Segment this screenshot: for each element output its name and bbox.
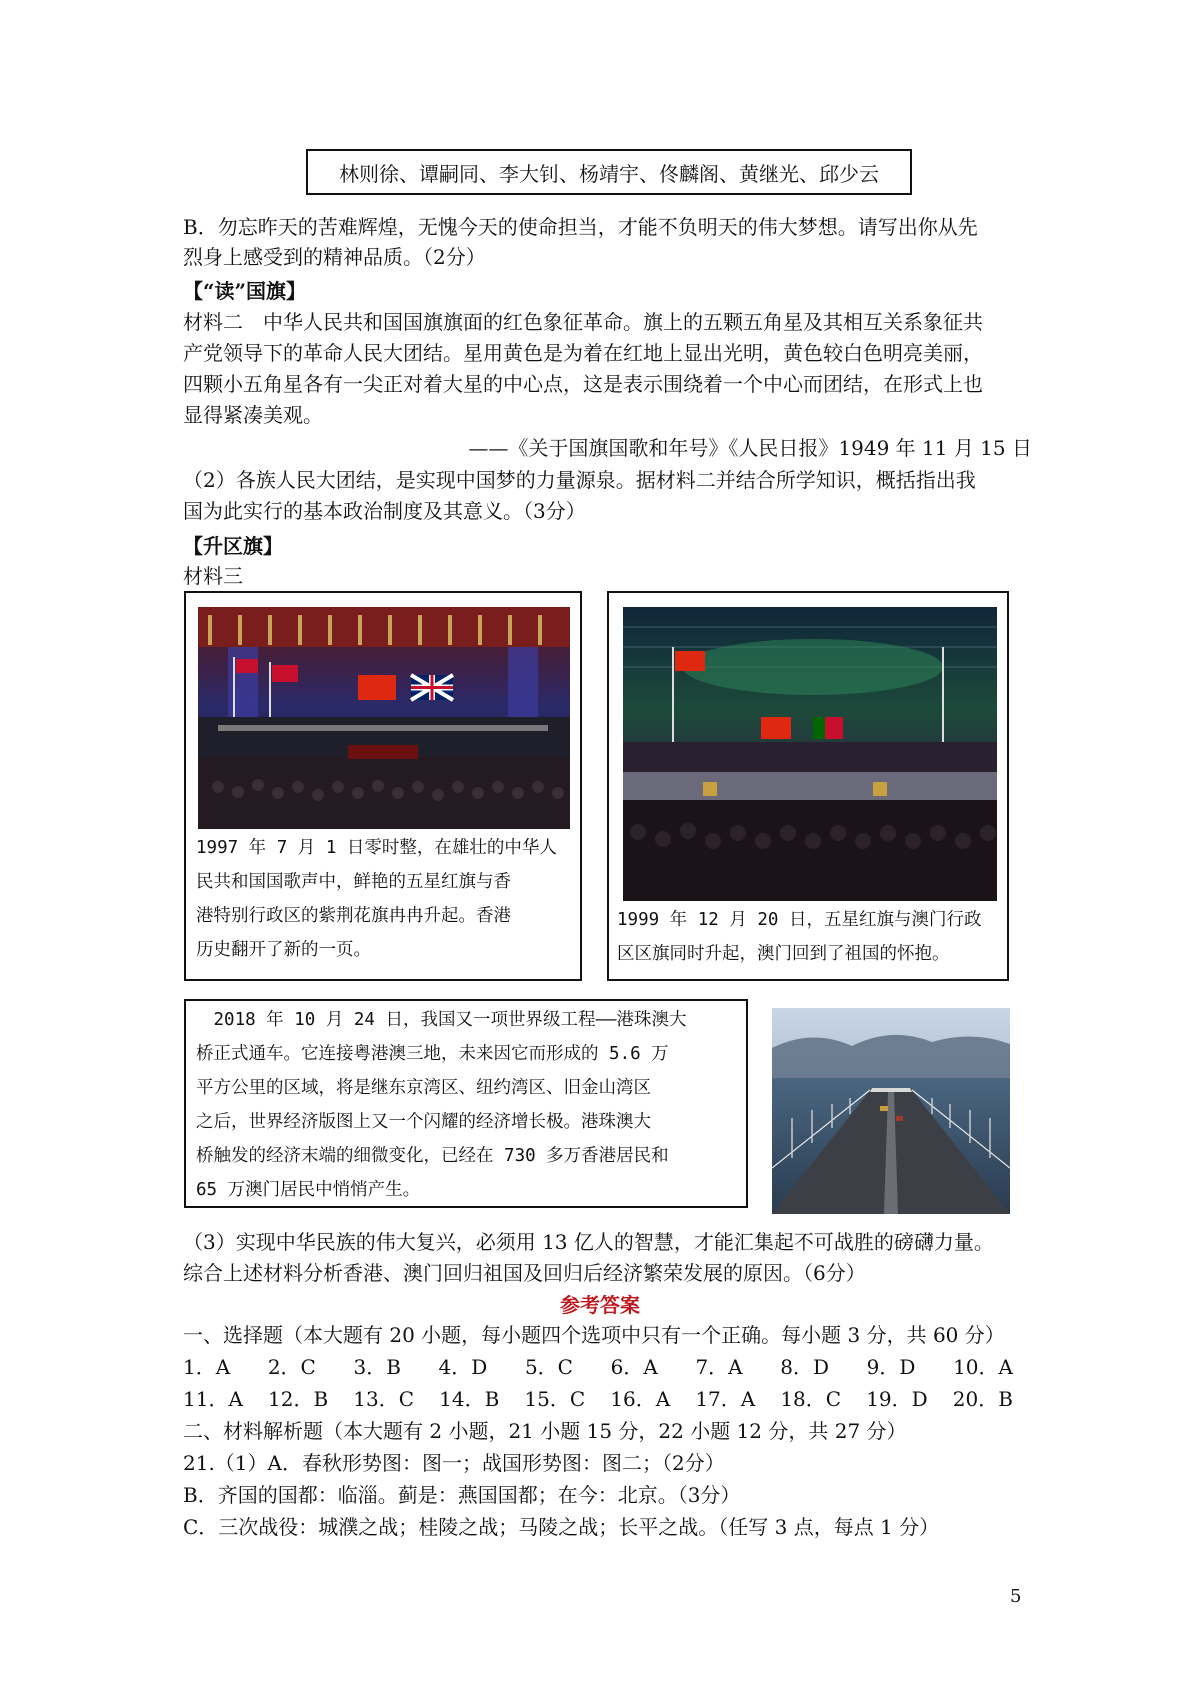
answer-item: 7．A [695,1355,743,1379]
hk-caption-line2: 民共和国国歌声中，鲜艳的五星红旗与香 [196,872,511,892]
q1b-line2: 烈身上感受到的精神品质。（2分） [183,245,486,269]
q1b-line1: B．勿忘昨天的苦难辉煌，无愧今天的使命担当，才能不负明天的伟大梦想。请写出你从先 [183,215,978,239]
hk-caption-line4: 历史翻开了新的一页。 [196,940,371,960]
answer-item: 12．B [268,1387,329,1411]
bridge-text-line1: 2018 年 10 月 24 日，我国又一项世界级工程——港珠澳大 [196,1010,687,1030]
answer-item: 8．D [780,1355,830,1379]
material2-line1: 材料二 中华人民共和国国旗旗面的红色象征革命。旗上的五颗五角星及其相互关系象征共 [183,310,983,334]
material3-label: 材料三 [183,564,243,588]
material2-source: ——《关于国旗国歌和年号》《人民日报》1949 年 11 月 15 日 [468,436,1032,460]
answer-item: 15．C [524,1387,586,1411]
answer-21-c: C．三次战役：城濮之战；桂陵之战；马陵之战；长平之战。（任写 3 点，每点 1 分） [183,1515,940,1539]
bridge-text-line2: 桥正式通车。它连接粤港澳三地，未来因它而形成的 5.6 万 [196,1044,669,1064]
q3-line2: 综合上述材料分析香港、澳门回归祖国及回归后经济繁荣发展的原因。（6分） [183,1261,866,1285]
q2-line1: （2）各族人民大团结，是实现中国梦的力量源泉。据材料二并结合所学知识，概括指出我 [183,468,976,492]
answers-part2-title: 二、材料解析题（本大题有 2 小题，21 小题 15 分，22 小题 12 分，共 27 分） [183,1419,907,1443]
hk-caption-line1: 1997 年 7 月 1 日零时整，在雄壮的中华人 [196,838,557,858]
martyrs-names-box [306,149,912,195]
q2-line2: 国为此实行的基本政治制度及其意义。（3分） [183,499,586,523]
macau-caption-line2: 区区旗同时升起，澳门回到了祖国的怀抱。 [617,944,950,964]
answer-item: 9．D [866,1355,916,1379]
section-flag-heading: 【“读”国旗】 [183,279,307,303]
answer-item: 14．B [439,1387,500,1411]
bridge-text-box [184,999,748,1208]
answer-item: 1．A [183,1355,231,1379]
hk-handover-card [184,591,582,981]
hzmb-bridge-photo [772,1008,1010,1214]
hk-handover-photo [198,607,570,829]
hk-caption-line3: 港特别行政区的紫荆花旗冉冉升起。香港 [196,906,511,926]
answers-part1-title: 一、选择题（本大题有 20 小题，每小题四个选项中只有一个正确。每小题 3 分，共 60 分） [183,1323,1005,1347]
answer-item: 19．D [866,1387,928,1411]
answer-item: 20．B [952,1387,1013,1411]
answer-21-b: B．齐国的国都：临淄。蓟是：燕国国都；在今：北京。（3分） [183,1483,741,1507]
material2-line2: 产党领导下的革命人民大团结。星用黄色是为着在红地上显出光明，黄色较白色明亮美丽， [183,341,983,365]
answers-row1 [183,1352,1013,1382]
answer-item: 4．D [438,1355,488,1379]
answer-item: 5．C [524,1355,573,1379]
material2-line3: 四颗小五角星各有一尖正对着大星的中心点，这是表示围绕着一个中心而团结，在形式上也 [183,372,983,396]
page-number: 5 [1010,1586,1022,1607]
macau-caption-line1: 1999 年 12 月 20 日，五星红旗与澳门行政 [617,910,982,930]
bridge-text-line5: 桥触发的经济末端的细微变化，已经在 730 多万香港居民和 [196,1146,669,1166]
q3-line1: （3）实现中华民族的伟大复兴，必须用 13 亿人的智慧，才能汇集起不可战胜的磅礴力量。 [183,1230,994,1254]
bridge-text-line4: 之后，世界经济版图上又一个闪耀的经济增长极。港珠澳大 [196,1112,651,1132]
answer-item: 6．A [610,1355,658,1379]
martyrs-names: 林则徐、谭嗣同、李大钊、杨靖宇、佟麟阁、黄继光、邱少云 [339,161,879,186]
answer-item: 16．A [610,1387,671,1411]
answer-item: 11．A [183,1387,243,1411]
macau-handover-card [607,591,1009,981]
bridge-text-line6: 65 万澳门居民中悄悄产生。 [196,1180,421,1200]
answer-item: 10．A [953,1355,1013,1379]
material2-line4: 显得紧凑美观。 [183,403,323,427]
answer-21-1: 21.（1）A．春秋形势图：图一；战国形势图：图二；（2分） [183,1451,725,1475]
answer-item: 3．B [353,1355,401,1379]
answer-item: 17．A [695,1387,756,1411]
section-raise-heading: 【升区旗】 [183,534,283,558]
answer-item: 13．C [353,1387,415,1411]
answer-item: 2．C [267,1355,316,1379]
answer-item: 18．C [780,1387,842,1411]
answers-title: 参考答案 [560,1293,640,1317]
bridge-text-line3: 平方公里的区域，将是继东京湾区、纽约湾区、旧金山湾区 [196,1078,651,1098]
macau-handover-photo [623,607,997,901]
answers-row2 [183,1384,1013,1414]
